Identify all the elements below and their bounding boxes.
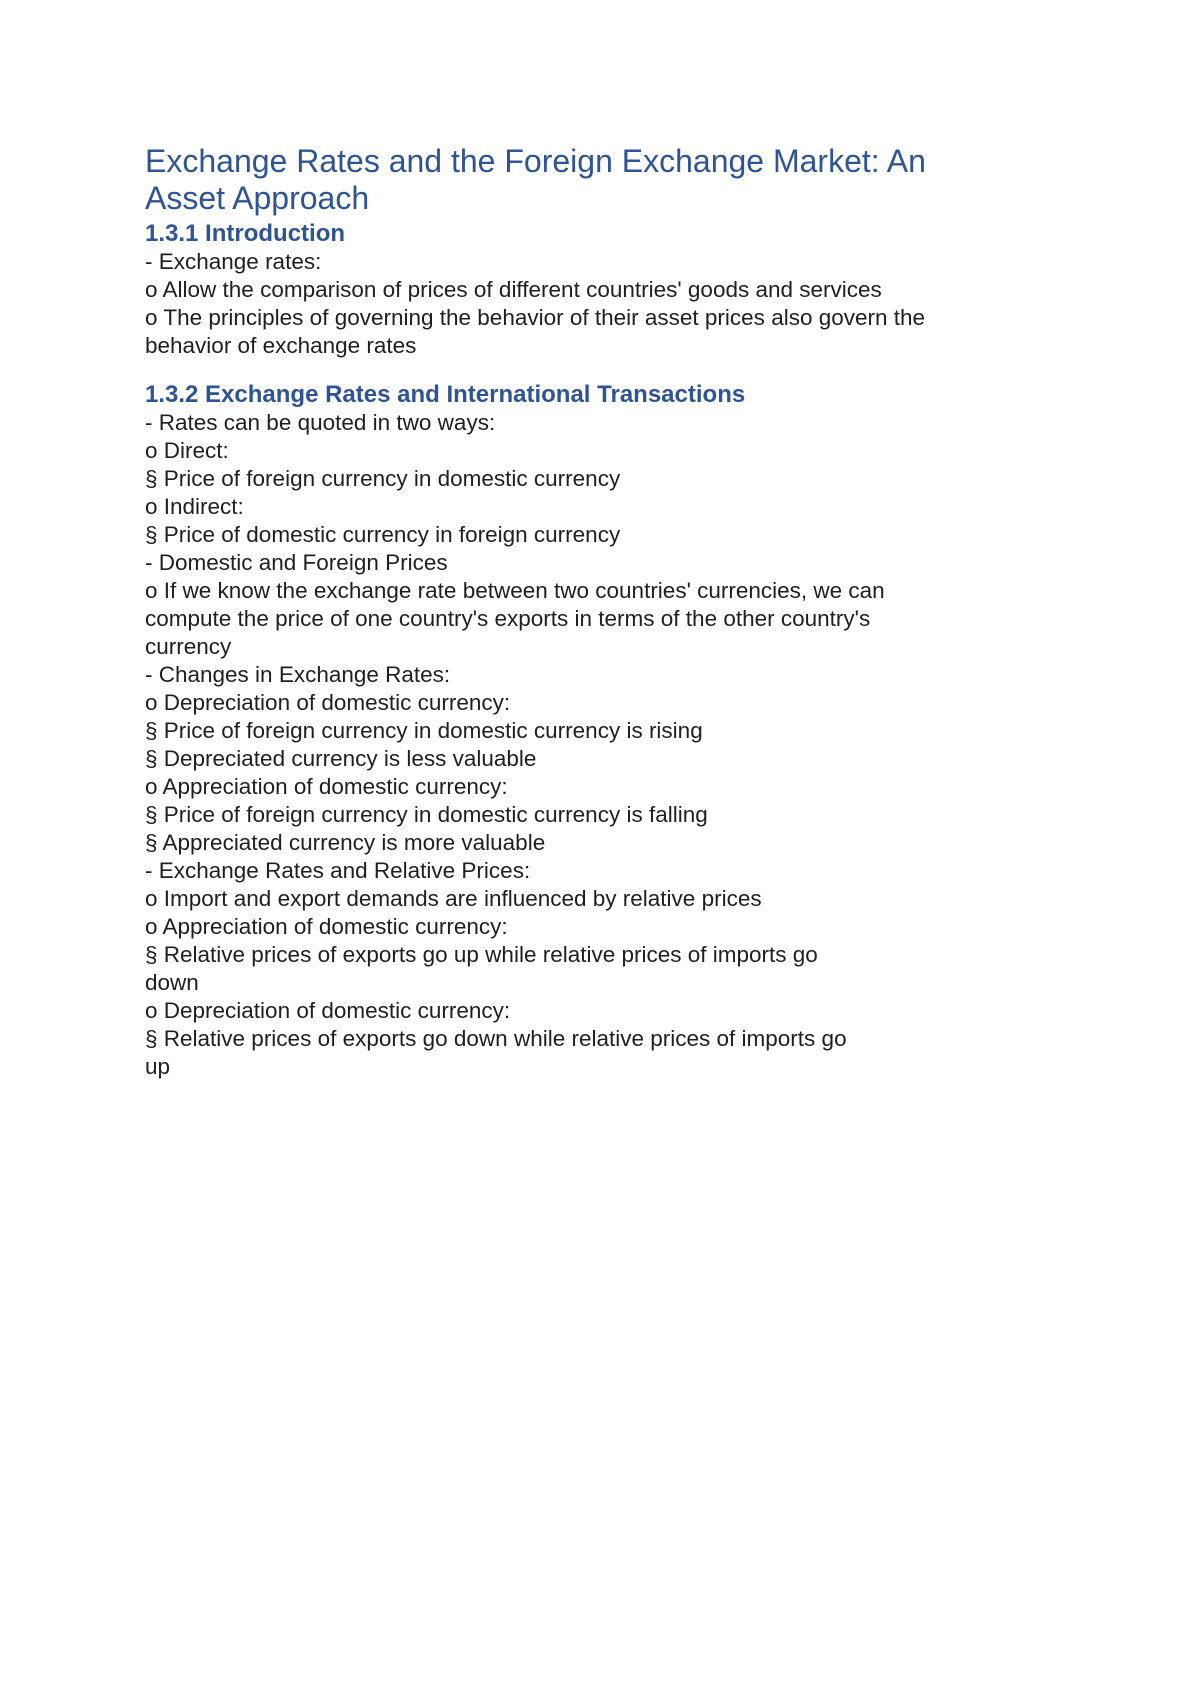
- text-line: compute the price of one country's exports in terms of the other country's: [145, 606, 871, 631]
- text-line: § Price of foreign currency in domestic currency is rising: [145, 718, 703, 743]
- text-line: - Rates can be quoted in two ways:: [145, 410, 496, 435]
- section-heading-introduction: 1.3.1 Introduction: [145, 220, 346, 247]
- section-body-introduction: [145, 248, 1025, 360]
- text-line: o Appreciation of domestic currency:: [145, 914, 508, 939]
- text-line: - Exchange rates:: [145, 249, 322, 274]
- text-line: o Appreciation of domestic currency:: [145, 774, 508, 799]
- title-line: Asset Approach: [145, 180, 370, 216]
- text-line: - Changes in Exchange Rates:: [145, 662, 451, 687]
- text-line: - Exchange Rates and Relative Prices:: [145, 858, 531, 883]
- text-line: o Depreciation of domestic currency:: [145, 690, 511, 715]
- text-line: o If we know the exchange rate between two countries' currencies, we can: [145, 578, 885, 603]
- text-line: § Relative prices of exports go up while relative prices of imports go: [145, 942, 818, 967]
- text-line: § Price of foreign currency in domestic currency: [145, 466, 621, 491]
- text-line: o Allow the comparison of prices of different countries' goods and services: [145, 277, 882, 302]
- text-line: currency: [145, 634, 232, 659]
- text-line: § Depreciated currency is less valuable: [145, 746, 537, 771]
- text-line: down: [145, 970, 199, 995]
- text-line: - Domestic and Foreign Prices: [145, 550, 448, 575]
- text-line: o Import and export demands are influenced by relative prices: [145, 886, 762, 911]
- text-line: o The principles of governing the behavior of their asset prices also govern the: [145, 305, 926, 330]
- text-line: up: [145, 1054, 171, 1079]
- title-line: Exchange Rates and the Foreign Exchange Market: An: [145, 143, 926, 179]
- section-heading-international-transactions: 1.3.2 Exchange Rates and International Transactions: [145, 381, 746, 408]
- text-line: § Relative prices of exports go down while relative prices of imports go: [145, 1026, 847, 1051]
- text-line: § Price of foreign currency in domestic currency is falling: [145, 802, 708, 827]
- text-line: § Price of domestic currency in foreign currency: [145, 522, 621, 547]
- text-line: o Depreciation of domestic currency:: [145, 998, 511, 1023]
- document-page: [145, 143, 1025, 1081]
- document-title: [145, 143, 1025, 217]
- text-line: o Direct:: [145, 438, 229, 463]
- section-body-international-transactions: [145, 409, 1025, 1081]
- text-line: § Appreciated currency is more valuable: [145, 830, 546, 855]
- text-line: behavior of exchange rates: [145, 333, 417, 358]
- text-line: o Indirect:: [145, 494, 244, 519]
